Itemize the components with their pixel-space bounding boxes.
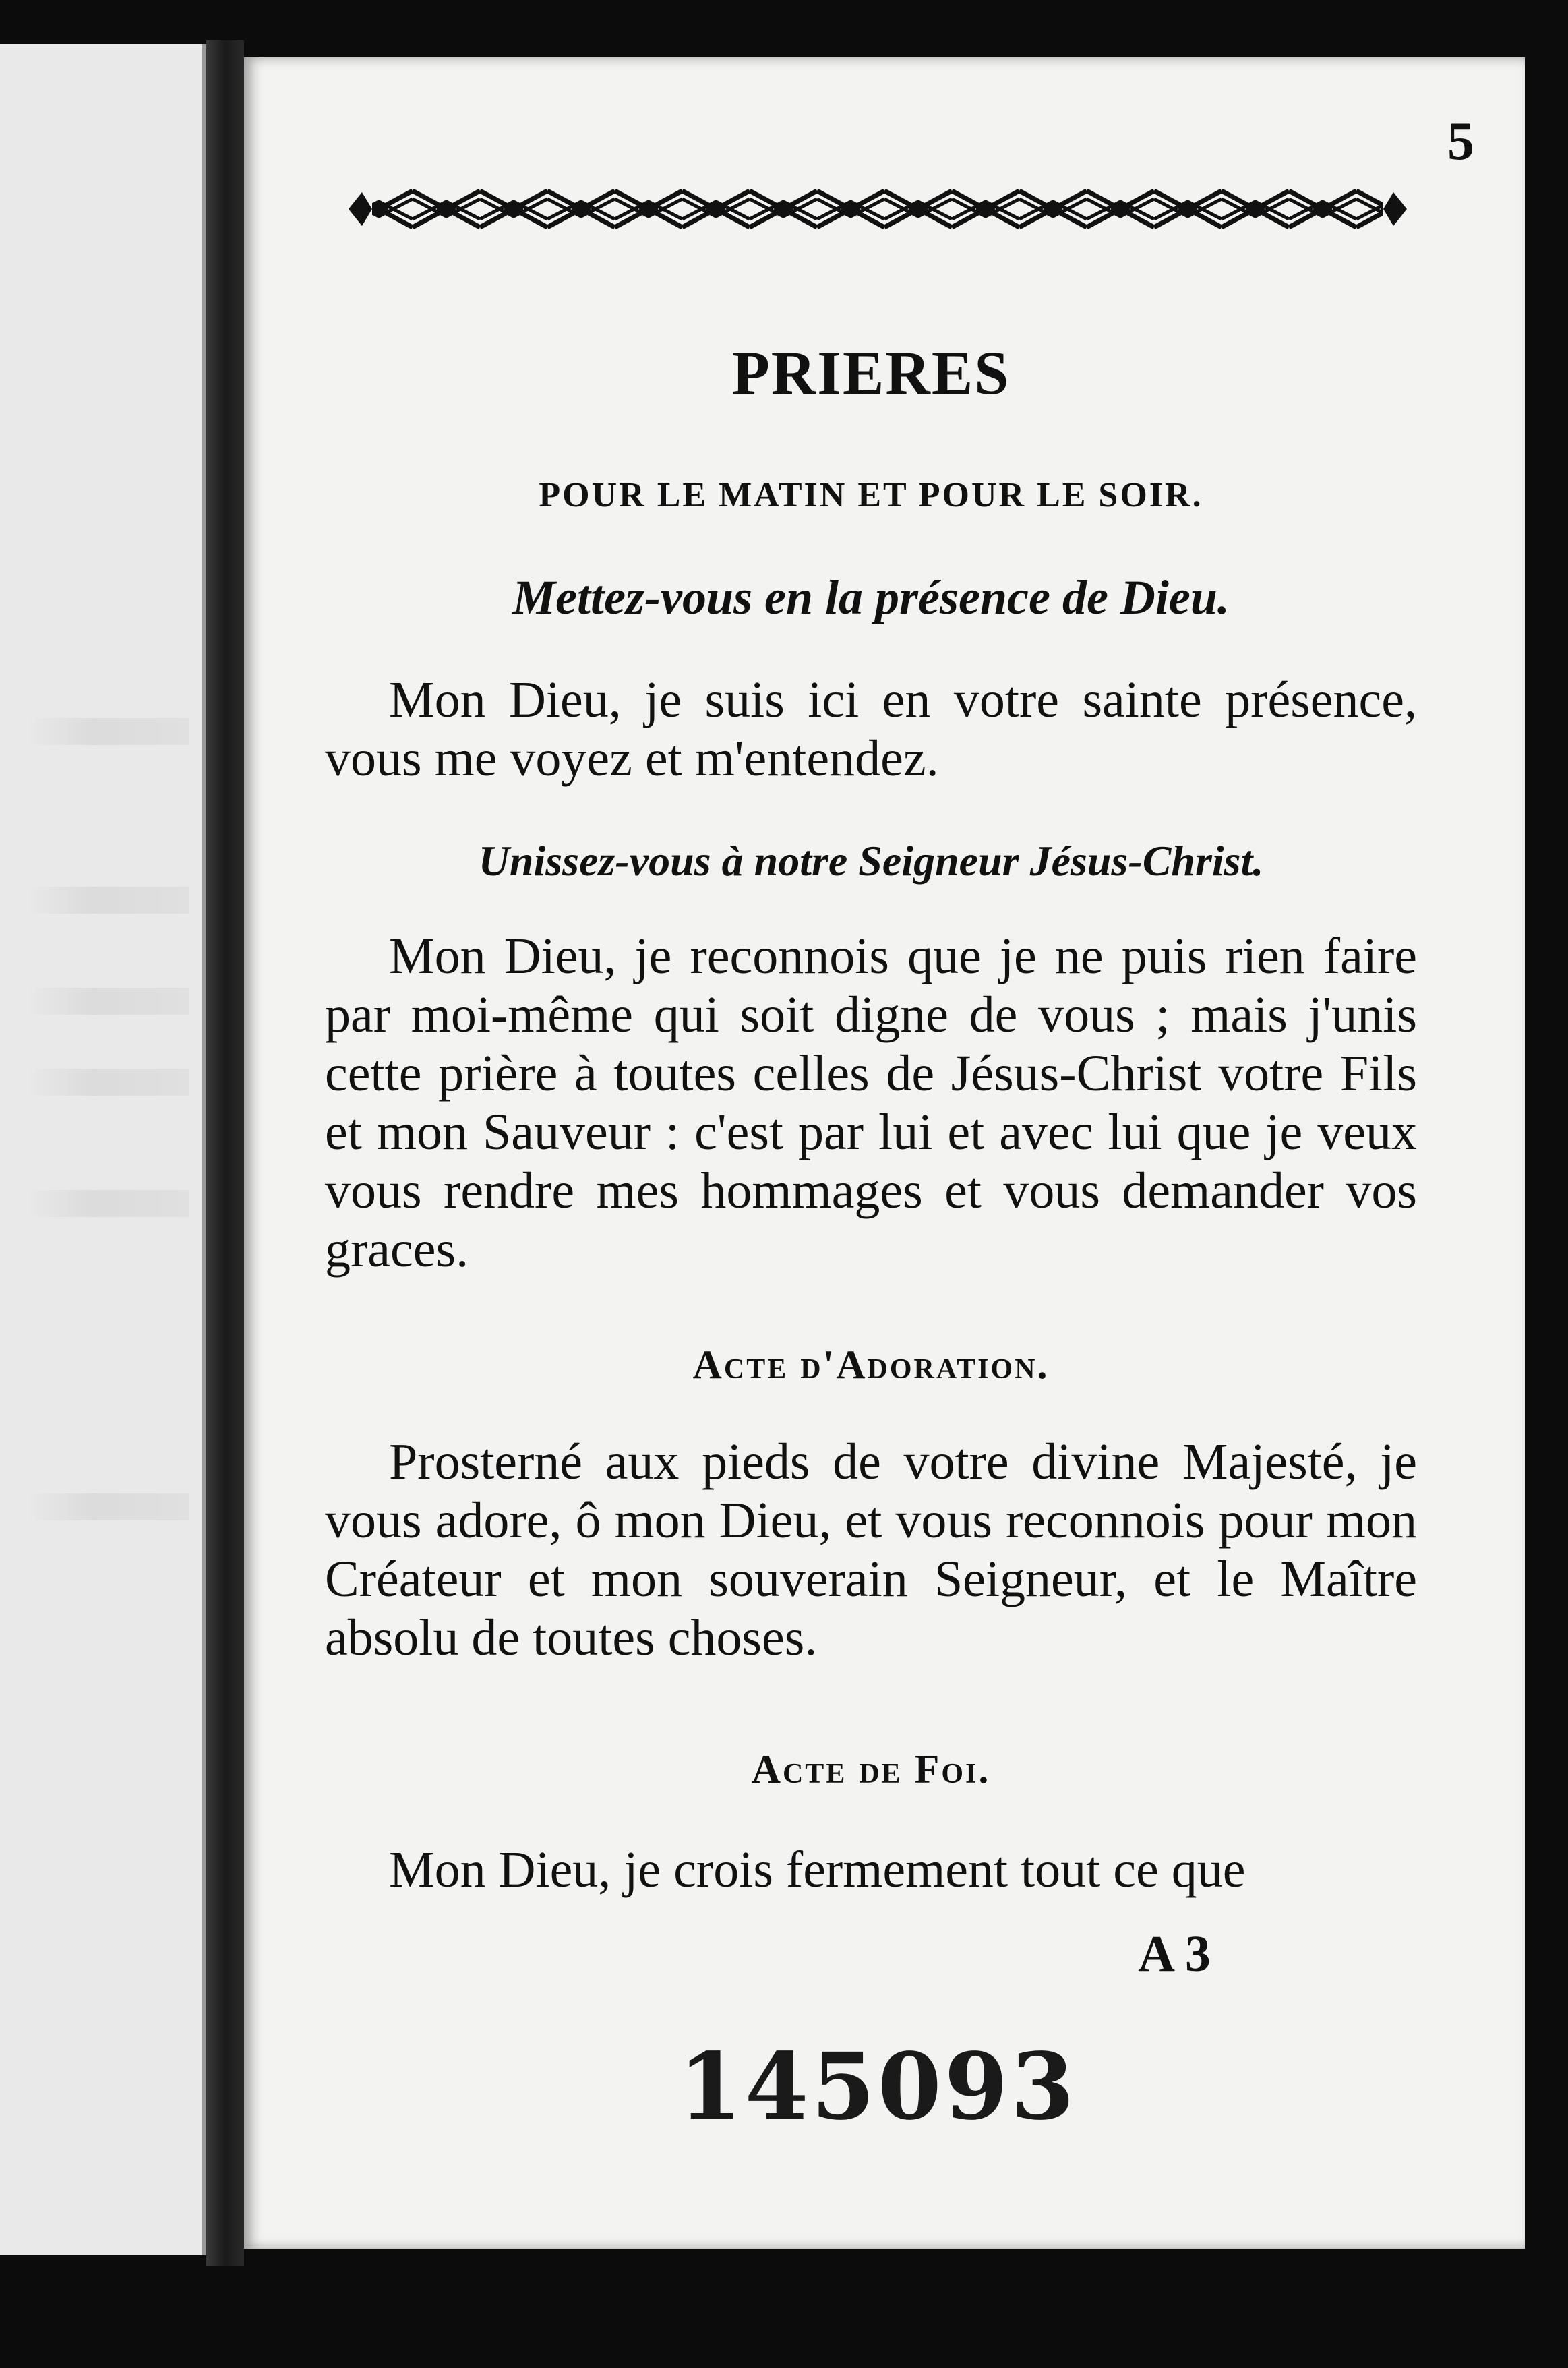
left-page-fragment xyxy=(0,44,206,2255)
bleed-through-line xyxy=(27,1190,189,1217)
library-stamp-number: 145093 xyxy=(678,2033,1077,2141)
paragraph-adoration: Prosterné aux pieds de votre divine Majesté, je vous adore, ô mon Dieu, et vous reconnois pour mon Créateur et mon souverain Seigneur, et le Maître absolu de toutes choses. xyxy=(325,1433,1417,1666)
paragraph-foi: Mon Dieu, je crois fermement tout ce que xyxy=(389,1841,1246,1898)
heading-acte-adoration: Acte d'Adoration. xyxy=(692,1342,1050,1387)
ornamental-border-icon xyxy=(345,185,1410,233)
page-title: PRIERES xyxy=(731,338,1011,407)
bleed-through-line xyxy=(27,887,189,914)
bleed-through-line xyxy=(27,718,189,745)
bleed-through-line xyxy=(27,1069,189,1096)
signature-mark: A 3 xyxy=(1138,1926,1211,1982)
rubric-presence: Mettez-vous en la présence de Dieu. xyxy=(512,570,1230,624)
heading-acte-foi: Acte de Foi. xyxy=(751,1747,991,1792)
book-gutter xyxy=(206,40,244,2266)
rubric-union: Unissez-vous à notre Seigneur Jésus-Christ. xyxy=(478,837,1264,885)
page-number: 5 xyxy=(1447,112,1474,171)
bleed-through-line xyxy=(27,988,189,1015)
bleed-through-line xyxy=(27,1493,189,1520)
page-subtitle: POUR LE MATIN ET POUR LE SOIR. xyxy=(539,476,1203,514)
paragraph-union: Mon Dieu, je reconnois que je ne puis rien faire par moi-même qui soit digne de vous ; mais j'unis cette prière à toutes celles de Jésus-Christ votre Fils et mon Sauveur : c'est par lui et avec lui que je veux vous rendre mes hommages et vous demander vos graces. xyxy=(325,928,1417,1278)
book-page xyxy=(244,57,1525,2249)
paragraph-presence: Mon Dieu, je suis ici en votre sainte présence, vous me voyez et m'entendez. xyxy=(325,672,1417,787)
